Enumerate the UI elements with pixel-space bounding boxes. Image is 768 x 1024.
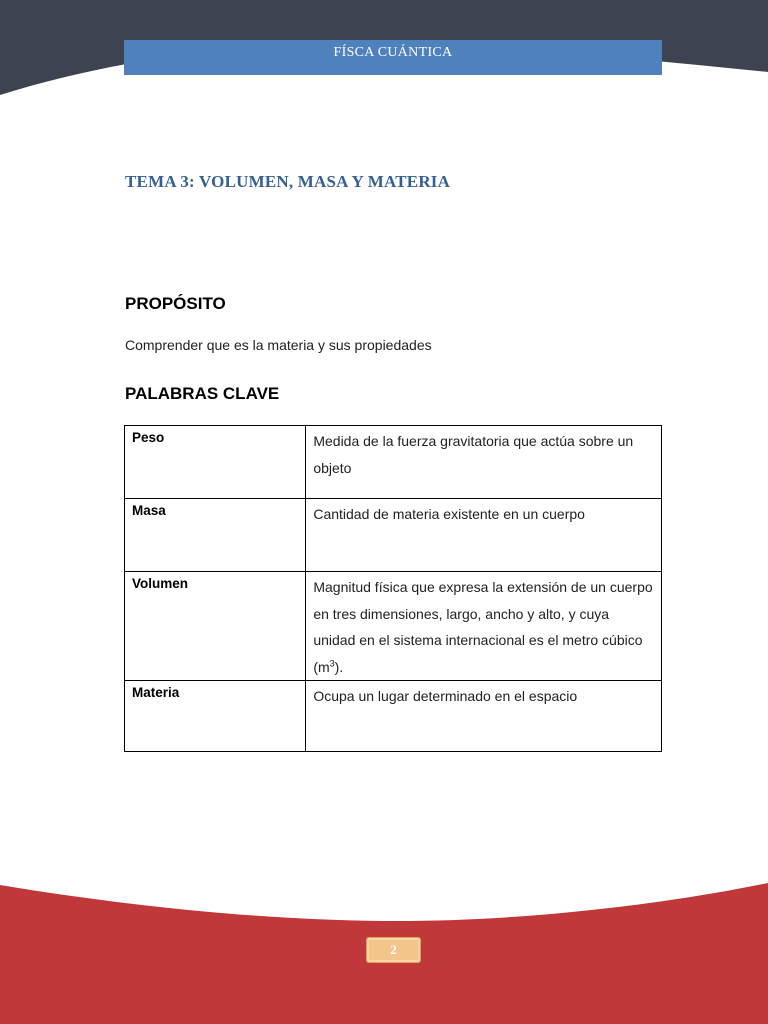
definition-text: Magnitud física que expresa la extensión de un cuerpo en tres dimensiones, largo, ancho y alto, y cuya unidad en el sistema internacional es el metro cúbico (m (313, 579, 653, 675)
table-row (125, 681, 662, 752)
definition-cell: Cantidad de materia existente en un cuerpo (306, 499, 662, 572)
page-number: 2 (390, 942, 397, 957)
definition-cell: Medida de la fuerza gravitatoria que actúa sobre un objeto (306, 426, 662, 499)
document-header-bar (124, 40, 662, 75)
term-cell: Volumen (125, 572, 306, 681)
superscript-exponent: 3 (329, 657, 335, 668)
term-cell: Masa (125, 499, 306, 572)
keywords-table (124, 425, 662, 752)
header-title: FÍSCA CUÁNTICA (333, 45, 453, 60)
term-cell: Peso (125, 426, 306, 499)
term-cell: Materia (125, 681, 306, 752)
definition-cell (306, 572, 662, 681)
definition-end: ). (334, 658, 344, 675)
keywords-heading: PALABRAS CLAVE (125, 384, 280, 403)
purpose-heading: PROPÓSITO (125, 294, 226, 313)
purpose-text: Comprender que es la materia y sus propiedades (125, 337, 432, 353)
page-number-badge (366, 937, 421, 963)
table-row (125, 572, 662, 681)
topic-title: TEMA 3: VOLUMEN, MASA Y MATERIA (125, 172, 451, 191)
definition-cell: Ocupa un lugar determinado en el espacio (306, 681, 662, 752)
table-row (125, 426, 662, 499)
table-row (125, 499, 662, 572)
